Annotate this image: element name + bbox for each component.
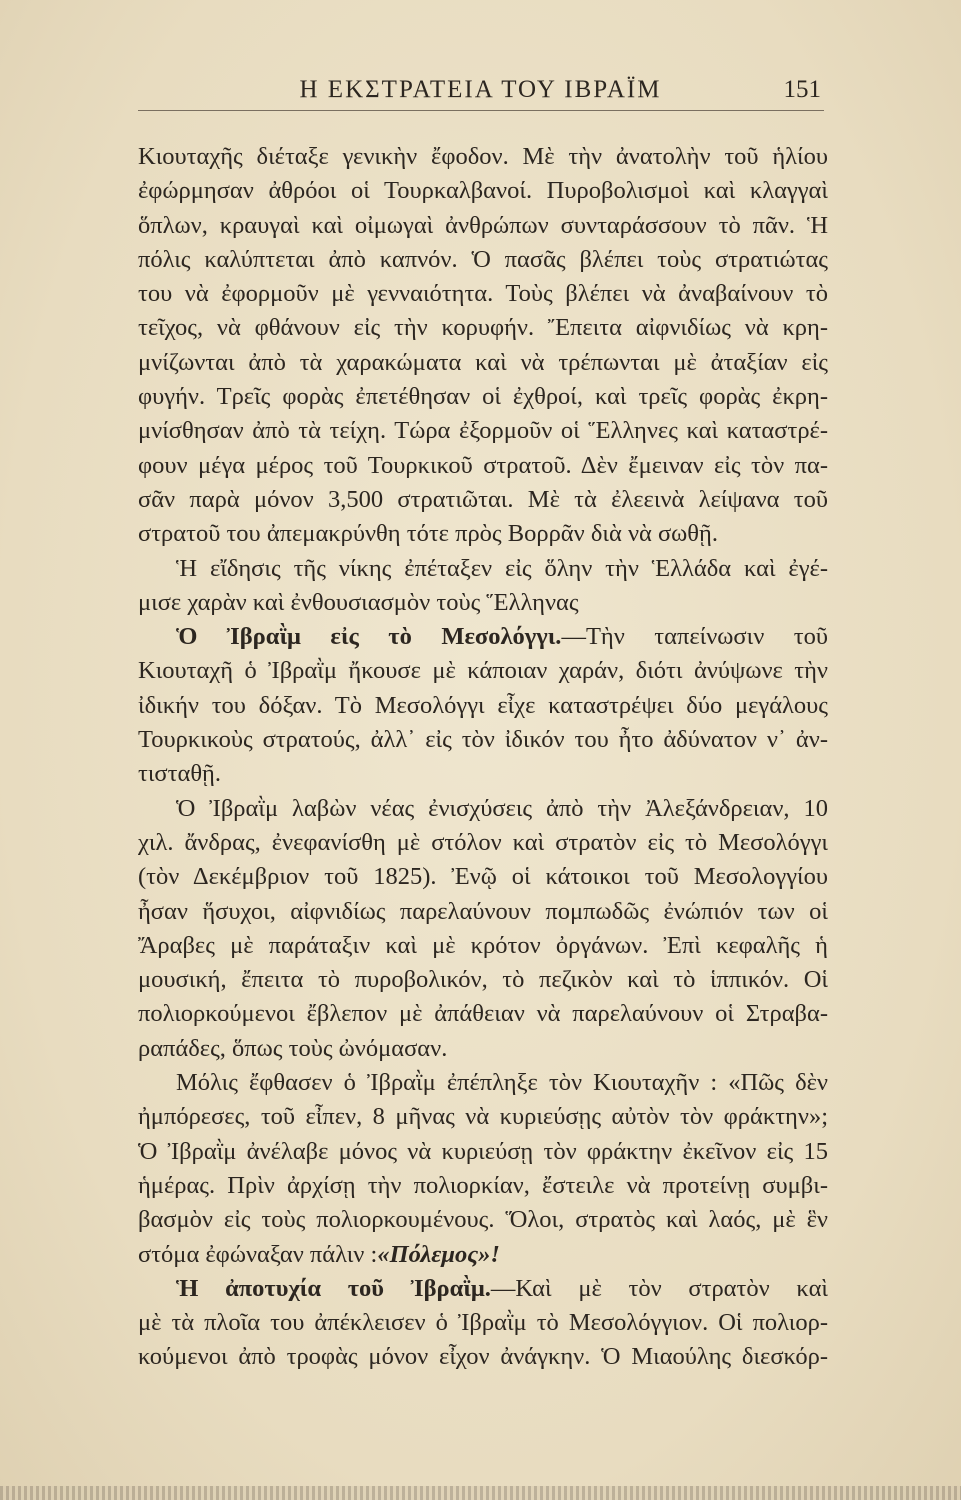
text-line: ραπάδες, ὅπως τοὺς ὠνόμασαν.	[138, 1034, 448, 1062]
text-line: ὅπλων, κραυγαὶ καὶ οἰμωγαὶ ἀνθρώπων συνταράσσουν τὸ πᾶν. Ἡ	[138, 211, 828, 239]
text-line: πολιορκούμενοι ἔβλεπον μὲ ἀπάθειαν νὰ παρελαύνουν οἱ Στραβα-	[138, 1000, 828, 1028]
text-line: μνίζωνται ἀπὸ τὰ χαρακώματα καὶ νὰ τρέπωνται μὲ ἀταξίαν εἰς	[138, 348, 828, 376]
text-line: τισταθῇ.	[138, 760, 221, 788]
header-rule	[138, 110, 824, 111]
text-line: σᾶν παρὰ μόνον 3,500 στρατιῶται. Μὲ τὰ ἐλεεινὰ λείψανα τοῦ	[138, 485, 828, 513]
text-line: χιλ. ἄνδρας, ἐνεφανίσθη μὲ στόλον καὶ στρατὸν εἰς τὸ Μεσολόγγι	[138, 828, 828, 856]
text-line: ἠμπόρεσες, τοῦ εἶπεν, 8 μῆνας νὰ κυριεύσῃς αὐτὸν τὸν φράκτην»;	[138, 1103, 828, 1131]
text-line: ἐφώρμησαν ἀθρόοι οἱ Τουρκαλβανοί. Πυροβολισμοὶ καὶ κλαγγαὶ	[138, 177, 828, 205]
text-line: Ὁ Ἰβραῒμ λαβὼν νέας ἐνισχύσεις ἀπὸ τὴν Ἀλεξάνδρειαν, 10	[176, 794, 828, 822]
text-run: —Τὴν ταπείνωσιν τοῦ	[561, 623, 828, 651]
subheading-ibrahim-failure: Ἡ ἀποτυχία τοῦ Ἰβραῒμ.	[176, 1274, 491, 1302]
text-line: ἡμέρας. Πρὶν ἀρχίσῃ τὴν πολιορκίαν, ἔστειλε νὰ προτείνῃ συμβι-	[138, 1171, 828, 1199]
text-line: ἦσαν ἥσυχοι, αἰφνιδίως παρελαύνουν πομπωδῶς ἐνώπιόν των οἱ	[138, 897, 828, 925]
text-line: πόλις καλύπτεται ἀπὸ καπνόν. Ὁ πασᾶς βλέπει τοὺς στρατιώτας	[138, 245, 828, 273]
text-line: μισε χαρὰν καὶ ἐνθουσιασμὸν τοὺς Ἕλληνας	[138, 588, 579, 616]
text-line: Κιουταχῆ ὁ Ἰβραῒμ ἤκουσε μὲ κάποιαν χαράν, διότι ἀνύψωνε τὴν	[138, 657, 828, 685]
text-line	[138, 1238, 828, 1272]
text-line: Ἄραβες μὲ παράταξιν καὶ μὲ κρότον ὀργάνων. Ἐπὶ κεφαλῆς ἡ	[138, 931, 828, 959]
body-text	[138, 140, 828, 1375]
text-line: Μόλις ἔφθασεν ὁ Ἰβραῒμ ἐπέπληξε τὸν Κιουταχῆν : «Πῶς δὲν	[176, 1069, 828, 1097]
text-line: ἰδικήν του δόξαν. Τὸ Μεσολόγγι εἶχε καταστρέψει δύο μεγάλους	[138, 691, 828, 719]
text-run: στόμα ἐφώναξαν πάλιν :	[138, 1240, 378, 1268]
text-line: Ὁ Ἰβραῒμ ἀνέλαβε μόνος νὰ κυριεύσῃ τὸν φράκτην ἐκεῖνον εἰς 15	[138, 1137, 828, 1165]
text-line: Ἡ εἴδησις τῆς νίκης ἐπέταξεν εἰς ὅλην τὴν Ἑλλάδα καὶ ἐγέ-	[176, 554, 828, 582]
text-line: μουσική, ἔπειτα τὸ πυροβολικόν, τὸ πεζικὸν καὶ τὸ ἱππικόν. Οἱ	[138, 966, 828, 994]
text-line: (τὸν Δεκέμβριον τοῦ 1825). Ἐνῷ οἱ κάτοικοι τοῦ Μεσολογγίου	[138, 863, 828, 891]
text-line: φυγήν. Τρεῖς φορὰς ἐπετέθησαν οἱ ἐχθροί, καὶ τρεῖς φορὰς ἐκρη-	[138, 383, 828, 411]
text-line: του νὰ ἐφορμοῦν μὲ γενναιότητα. Τοὺς βλέπει νὰ ἀναβαίνουν τὸ	[138, 280, 828, 308]
text-line: τεῖχος, νὰ φθάνουν εἰς τὴν κορυφήν. Ἔπειτα αἰφνιδίως νὰ κρη-	[138, 314, 828, 342]
text-run: —Καὶ μὲ τὸν στρατὸν καὶ	[490, 1274, 828, 1302]
subheading-line	[138, 1272, 828, 1306]
text-line: Κιουταχῆς διέταξε γενικὴν ἔφοδον. Μὲ τὴν ἀνατολὴν τοῦ ἡλίου	[138, 143, 828, 170]
running-header	[0, 76, 961, 112]
subheading-line	[138, 620, 828, 654]
text-line: στρατοῦ του ἀπεμακρύνθη τότε πρὸς Βορρᾶν διὰ νὰ σωθῇ.	[138, 520, 718, 548]
text-line: κούμενοι ἀπὸ τροφὰς μόνον εἶχον ἀνάγκην. Ὁ Μιαούλης διεσκόρ-	[138, 1343, 828, 1371]
text-line: Τουρκικοὺς στρατούς, ἀλλ᾽ εἰς τὸν ἰδικόν του ἦτο ἀδύνατον ν᾽ ἀν-	[138, 726, 828, 754]
header-title: Η ΕΚΣΤΡΑΤΕΙΑ ΤΟΥ ΙΒΡΑΪΜ	[299, 76, 662, 103]
text-line: μὲ τὰ πλοῖα του ἀπέκλεισεν ὁ Ἰβραῒμ τὸ Μεσολόγγιον. Οἱ πολιορ-	[138, 1309, 828, 1337]
text-line: φουν μέγα μέρος τοῦ Τουρκικοῦ στρατοῦ. Δὲν ἔμειναν εἰς τὸν πα-	[138, 451, 828, 479]
emphasized-polemos: «Πόλεμος»!	[377, 1240, 500, 1268]
text-line: μνίσθησαν ἀπὸ τὰ τείχη. Τώρα ἐξορμοῦν οἱ Ἕλληνες καὶ καταστρέ-	[138, 417, 828, 445]
page-number: 151	[783, 76, 821, 103]
text-line: βασμὸν εἰς τοὺς πολιορκουμένους. Ὅλοι, στρατὸς καὶ λαός, μὲ ἓν	[138, 1206, 828, 1234]
subheading-ibrahim-mesolonghi: Ὁ Ἰβραῒμ εἰς τὸ Μεσολόγγι.	[176, 623, 562, 651]
page-edge-strip	[0, 1486, 961, 1500]
